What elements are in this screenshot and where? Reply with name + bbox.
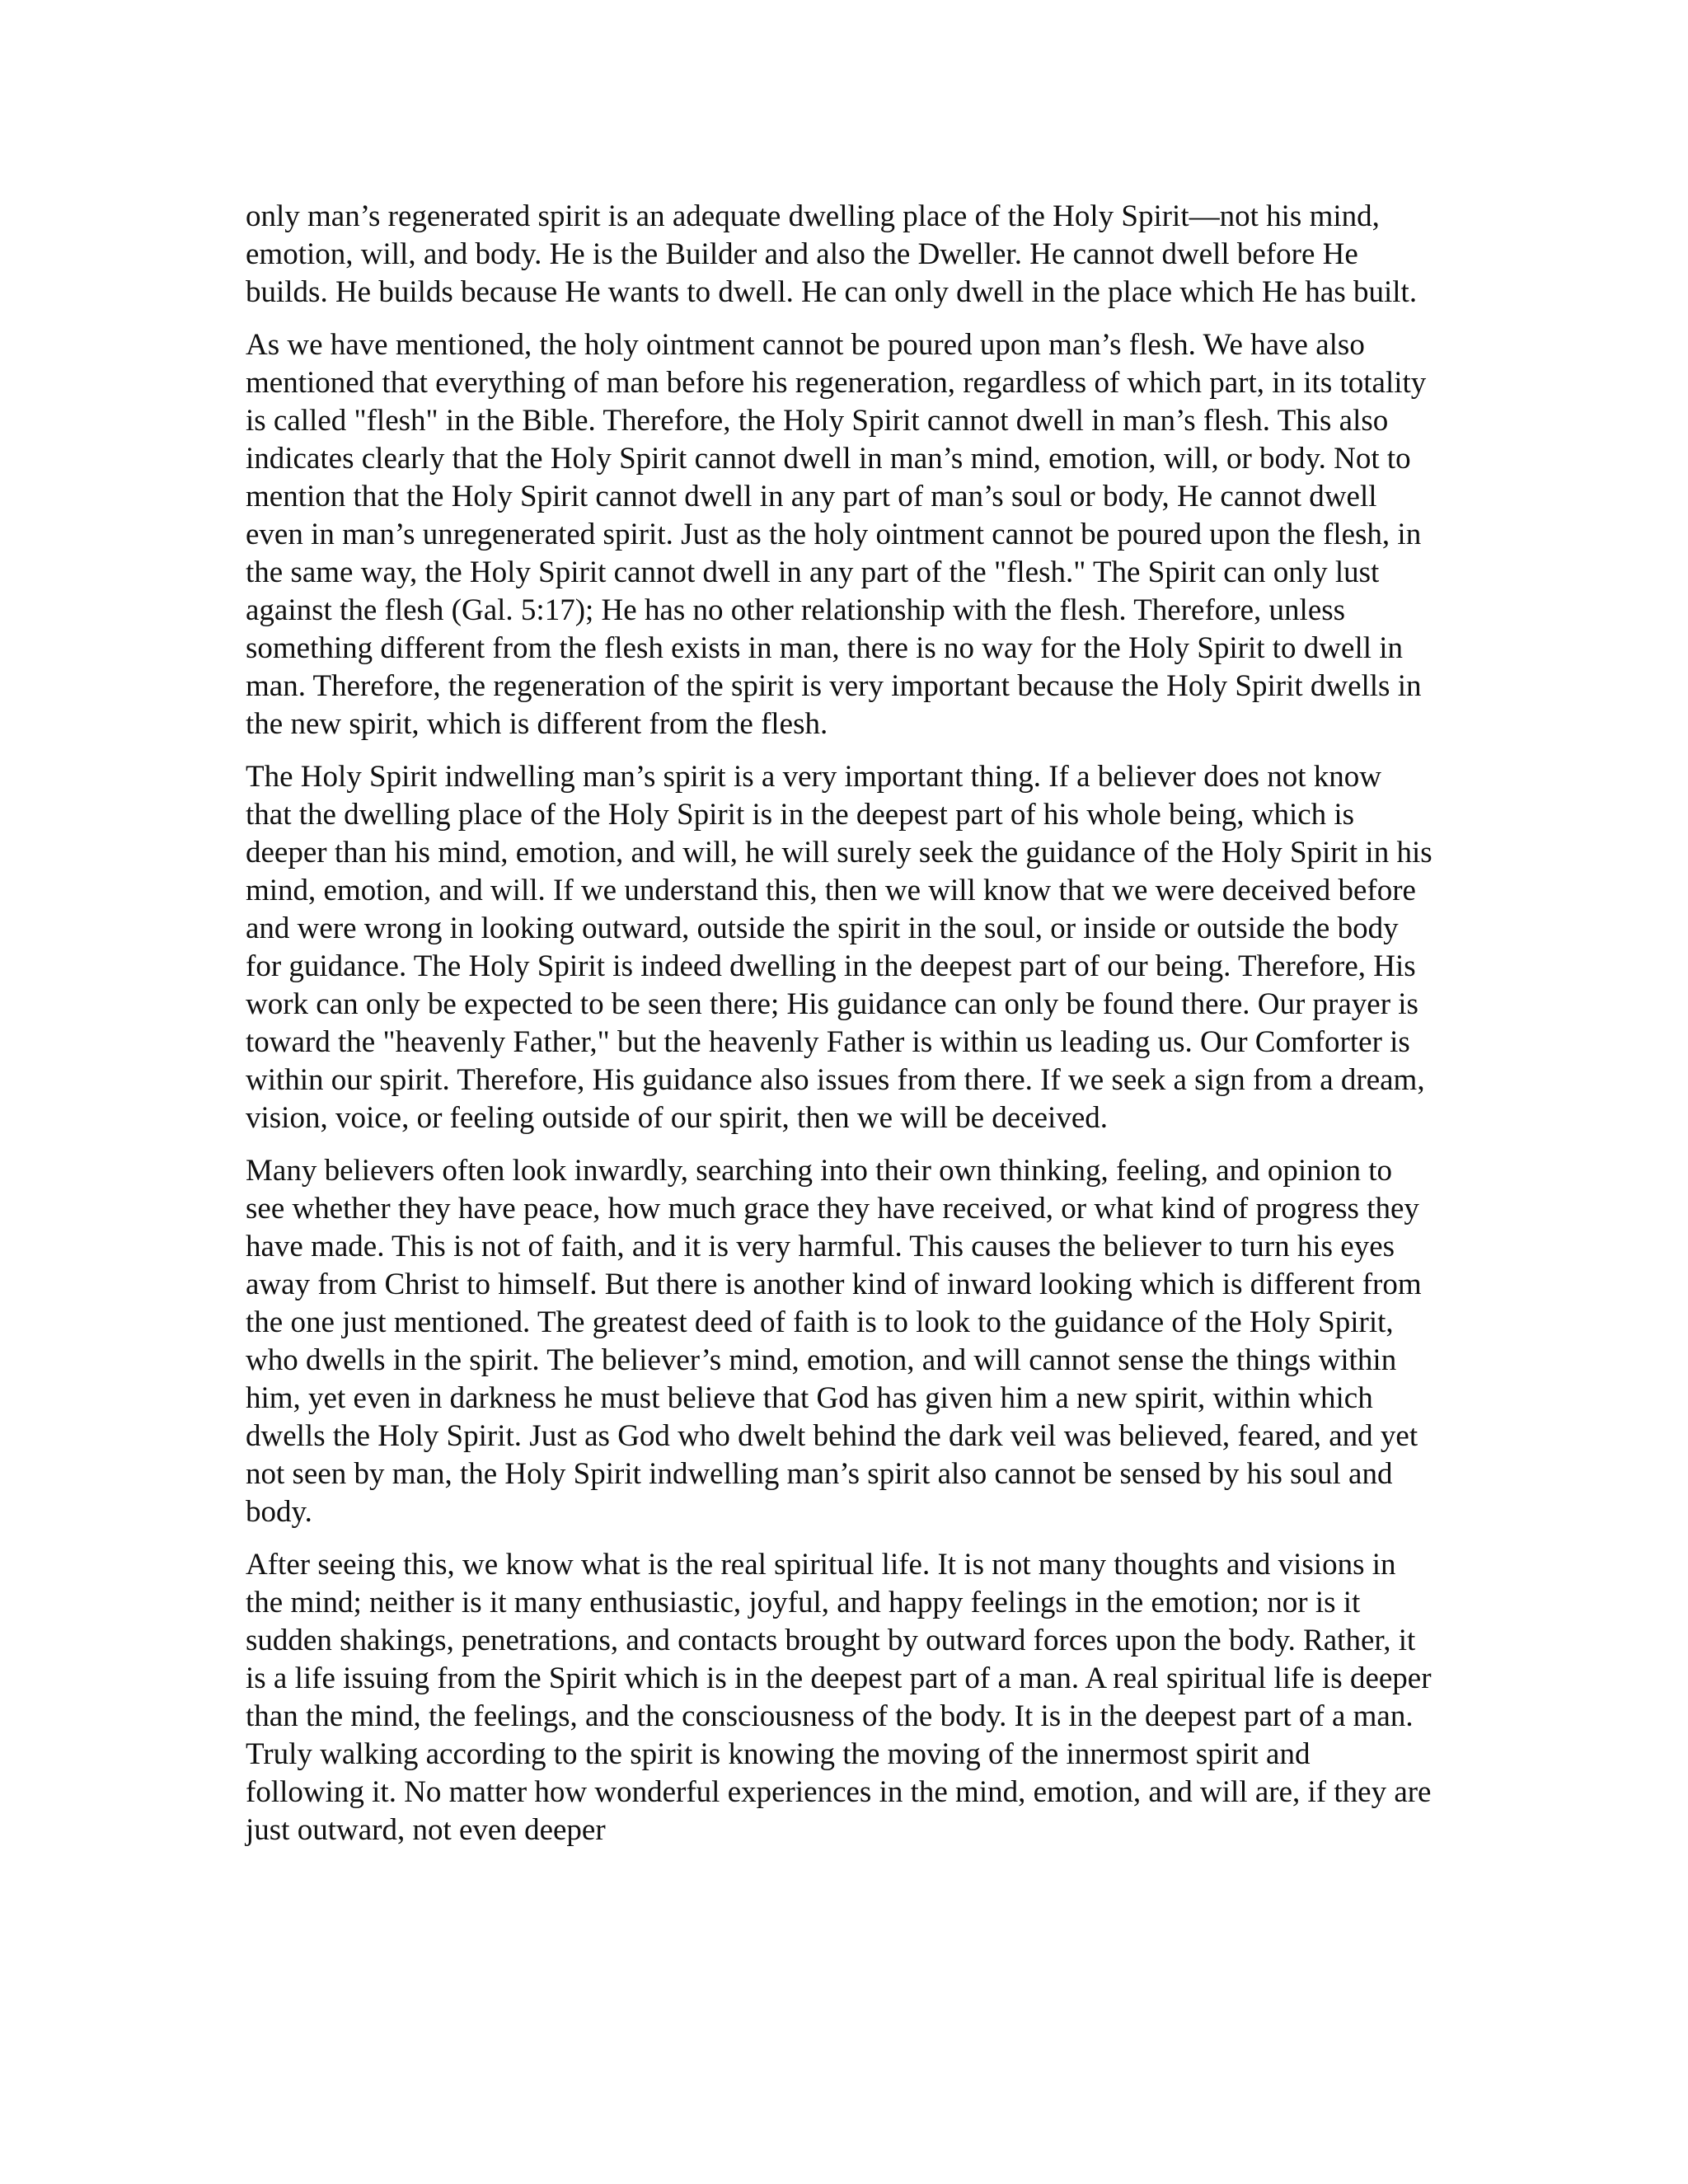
paragraph-2: As we have mentioned, the holy ointment cannot be poured upon man’s flesh. We have also mentioned that everything of man before his regeneration, regardless of which part, in its totality is called "flesh" in the Bible. Therefore, the Holy Spirit cannot dwell in man’s flesh. This also indicates clearly that the Holy Spirit cannot dwell in man’s mind, emotion, will, or body. Not to mention that the Holy Spirit cannot dwell in any part of man’s soul or body, He cannot dwell even in man’s unregenerated spirit. Just as the holy ointment cannot be poured upon the flesh, in the same way, the Holy Spirit cannot dwell in any part of the "flesh." The Spirit can only lust against the flesh (Gal. 5:17); He has no other relationship with the flesh. Therefore, unless something different from the flesh exists in man, there is no way for the Holy Spirit to dwell in man. Therefore, the regeneration of the spirit is very important because the Holy Spirit dwells in the new spirit, which is different from the flesh. — [246, 328, 1427, 741]
paragraph-3: The Holy Spirit indwelling man’s spirit is a very important thing. If a believer does not know that the dwelling place of the Holy Spirit is in the deepest part of his whole being, which is deeper than his mind, emotion, and will, he will surely seek the guidance of the Holy Spirit in his mind, emotion, and will. If we understand this, then we will know that we were deceived before and were wrong in looking outward, outside the spirit in the soul, or inside or outside the body for guidance. The Holy Spirit is indeed dwelling in the deepest part of our being. Therefore, His work can only be expected to be seen there; His guidance can only be found there. Our prayer is toward the "heavenly Father," but the heavenly Father is within us leading us. Our Comforter is within our spirit. Therefore, His guidance also issues from there. If we seek a sign from a dream, vision, voice, or feeling outside of our spirit, then we will be deceived. — [246, 760, 1432, 1135]
paragraph-1: only man’s regenerated spirit is an adequate dwelling place of the Holy Spirit—not his mind, emotion, will, and body. He is the Builder and also the Dweller. He cannot dwell before He builds. He builds because He wants to dwell. He can only dwell in the place which He has built. — [246, 199, 1418, 309]
paragraph-4: Many believers often look inwardly, searching into their own thinking, feeling, and opinion to see whether they have peace, how much grace they have received, or what kind of progress they have made. This is not of faith, and it is very harmful. This causes the believer to turn his eyes away from Christ to himself. But there is another kind of inward looking which is different from the one just mentioned. The greatest deed of faith is to look to the guidance of the Holy Spirit, who dwells in the spirit. The believer’s mind, emotion, and will cannot sense the things within him, yet even in darkness he must believe that God has given him a new spirit, within which dwells the Holy Spirit. Just as God who dwelt behind the dark veil was believed, feared, and yet not seen by man, the Holy Spirit indwelling man’s spirit also cannot be sensed by his soul and body. — [246, 1154, 1422, 1529]
paragraph-5: After seeing this, we know what is the real spiritual life. It is not many thoughts and visions in the mind; neither is it many enthusiastic, joyful, and happy feelings in the emotion; nor is it sudden shakings, penetrations, and contacts brought by outward forces upon the body. Rather, it is a life issuing from the Spirit which is in the deepest part of a man. A real spiritual life is deeper than the mind, the feelings, and the consciousness of the body. It is in the deepest part of a man. Truly walking according to the spirit is knowing the moving of the innermost spirit and following it. No matter how wonderful experiences in the mind, emotion, and will are, if they are just outward, not even deeper — [246, 1548, 1432, 1847]
body-text-column — [246, 198, 1432, 1864]
